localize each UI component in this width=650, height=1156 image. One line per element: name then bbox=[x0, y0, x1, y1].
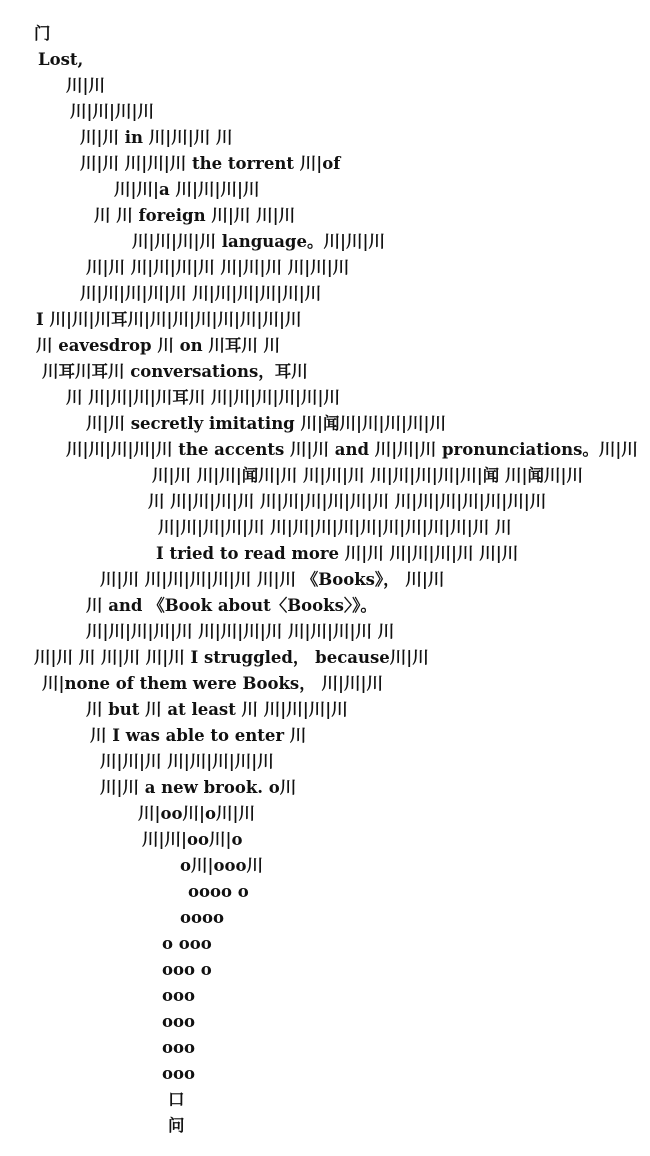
poem-line: 川 and 《Book about〈Books〉》。 bbox=[86, 596, 377, 615]
poem-line: 川|川|川 川|川|川|川|川 bbox=[100, 752, 274, 771]
poem-line: oooo o bbox=[188, 882, 249, 901]
poem-line: 川|川 川|川|川 the torrent 川|of bbox=[80, 154, 341, 173]
poem-line: 川|川|川|川|川 the accents 川|川 and 川|川|川 pronunciations。川|川 bbox=[66, 440, 638, 459]
poem-line: 门 bbox=[34, 24, 51, 43]
poem-line: 川 川|川|川|川耳川 川|川|川|川|川|川 bbox=[66, 388, 341, 407]
poem-line: ooo bbox=[162, 1012, 196, 1031]
poem-line: o ooo bbox=[162, 934, 212, 953]
poem-line: 川|川 川 川|川 川|川 I struggled， because川|川 bbox=[34, 648, 429, 667]
poem-line: 川|川|川|川 bbox=[70, 102, 155, 121]
poem-line: 川|川|oo川|o bbox=[142, 830, 243, 849]
poem-line: 川|川 a new brook. o川 bbox=[100, 778, 297, 797]
poem-line: I 川|川|川耳川|川|川|川|川|川|川|川 bbox=[36, 310, 302, 329]
poem-line: 川|川|川|川|川 川|川|川|川 川|川|川|川 川 bbox=[86, 622, 395, 641]
poem-line: 川|川 川|川|闻川|川 川|川|川 川|川|川|川|川|闻 川|闻川|川 bbox=[152, 466, 584, 485]
poem-line: ooo bbox=[162, 1038, 196, 1057]
poem-line: ooo bbox=[162, 986, 196, 1005]
poem-line: 川|oo川|o川|川 bbox=[138, 804, 256, 823]
poem-line: 川 川|川|川|川 川|川|川|川|川|川 川|川|川|川|川|川|川 bbox=[148, 492, 547, 511]
poem-line: o川|ooo川 bbox=[180, 856, 264, 875]
poem-line: 川耳川耳川 conversations，耳川 bbox=[42, 362, 308, 381]
poem-line: oooo bbox=[180, 908, 225, 927]
poem-line: 川 but 川 at least 川 川|川|川|川 bbox=[86, 700, 348, 719]
poem-line: 川|川 川|川|川|川 川|川|川 川|川|川 bbox=[86, 258, 350, 277]
poem-line: ooo o bbox=[162, 960, 212, 979]
poem-line: 川|川|a 川|川|川|川 bbox=[114, 180, 260, 199]
poem-line: 川 I was able to enter 川 bbox=[90, 726, 307, 745]
poem-line: 问 bbox=[168, 1116, 185, 1135]
poem-line: 川|川|川|川 language。川|川|川 bbox=[132, 232, 385, 251]
poem-line: 川|none of them were Books， 川|川|川 bbox=[42, 674, 383, 693]
poem-line: 川|川 bbox=[66, 76, 106, 95]
poem-line: 川|川 in 川|川|川 川 bbox=[80, 128, 233, 147]
poem-line: Lost, bbox=[38, 50, 84, 69]
poem-line: 川|川 secretly imitating 川|闻川|川|川|川|川 bbox=[86, 414, 446, 433]
poem-line: 川|川|川|川|川 川|川|川|川|川|川 bbox=[80, 284, 322, 303]
poem-line: 川 川 foreign 川|川 川|川 bbox=[94, 206, 296, 225]
poem-line: I tried to read more 川|川 川|川|川|川 川|川 bbox=[156, 544, 519, 563]
poem-line: ooo bbox=[162, 1064, 196, 1083]
poem-line: 川 eavesdrop 川 on 川耳川 川 bbox=[36, 336, 281, 355]
poem-line: 口 bbox=[168, 1090, 185, 1109]
poem-line: 川|川 川|川|川|川|川 川|川 《Books》， 川|川 bbox=[100, 570, 445, 589]
poem-line: 川|川|川|川|川 川|川|川|川|川|川|川|川|川|川 川 bbox=[158, 518, 512, 537]
